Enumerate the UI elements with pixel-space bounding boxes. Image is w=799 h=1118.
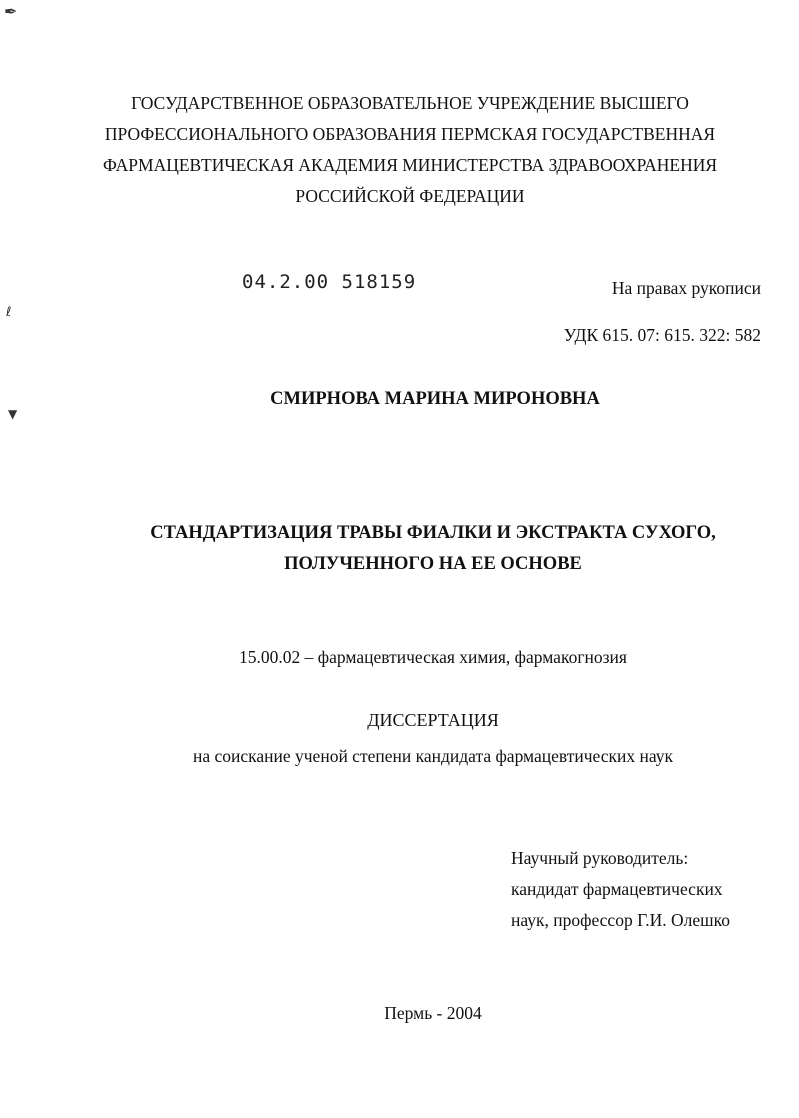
supervisor-line: кандидат фармацевтических xyxy=(511,879,723,899)
supervisor-line: Научный руководитель: xyxy=(511,848,689,868)
institution-line: РОССИЙСКОЙ ФЕДЕРАЦИИ xyxy=(295,186,525,206)
library-stamp-number: 04.2.00 518159 xyxy=(242,271,417,293)
degree-statement: на соискание ученой степени кандидата фармацевтических наук xyxy=(192,746,674,766)
document-type: ДИССЕРТАЦИЯ xyxy=(367,710,499,730)
rights-note: На правах рукописи xyxy=(611,278,761,298)
specialty-code: 15.00.02 – фармацевтическая химия, фармакогнозия xyxy=(239,647,627,667)
dissertation-title xyxy=(80,518,786,580)
supervisor-block xyxy=(511,843,730,936)
udk-code: УДК 615. 07: 615. 322: 582 xyxy=(563,325,761,345)
supervisor-line: наук, профессор Г.И. Олешко xyxy=(511,910,730,930)
institution-line: ПРОФЕССИОНАЛЬНОГО ОБРАЗОВАНИЯ ПЕРМСКАЯ ГОСУДАРСТВЕННАЯ xyxy=(104,124,716,144)
place-and-year: Пермь - 2004 xyxy=(384,1003,482,1023)
title-line: ПОЛУЧЕННОГО НА ЕЕ ОСНОВЕ xyxy=(284,554,582,574)
title-line: СТАНДАРТИЗАЦИЯ ТРАВЫ ФИАЛКИ И ЭКСТРАКТА СУХОГО, xyxy=(150,523,716,543)
scan-artifact-mark: ℓ xyxy=(6,305,12,320)
institution-header xyxy=(90,88,730,212)
scan-artifact-mark: ▼ xyxy=(8,407,18,421)
scan-artifact-mark: ✒ xyxy=(4,2,18,21)
institution-line: ФАРМАЦЕВТИЧЕСКАЯ АКАДЕМИЯ МИНИСТЕРСТВА ЗДРАВООХРАНЕНИЯ xyxy=(102,155,718,175)
author-name: СМИРНОВА МАРИНА МИРОНОВНА xyxy=(270,389,600,409)
institution-line: ГОСУДАРСТВЕННОЕ ОБРАЗОВАТЕЛЬНОЕ УЧРЕЖДЕНИЕ ВЫСШЕГО xyxy=(131,93,689,113)
